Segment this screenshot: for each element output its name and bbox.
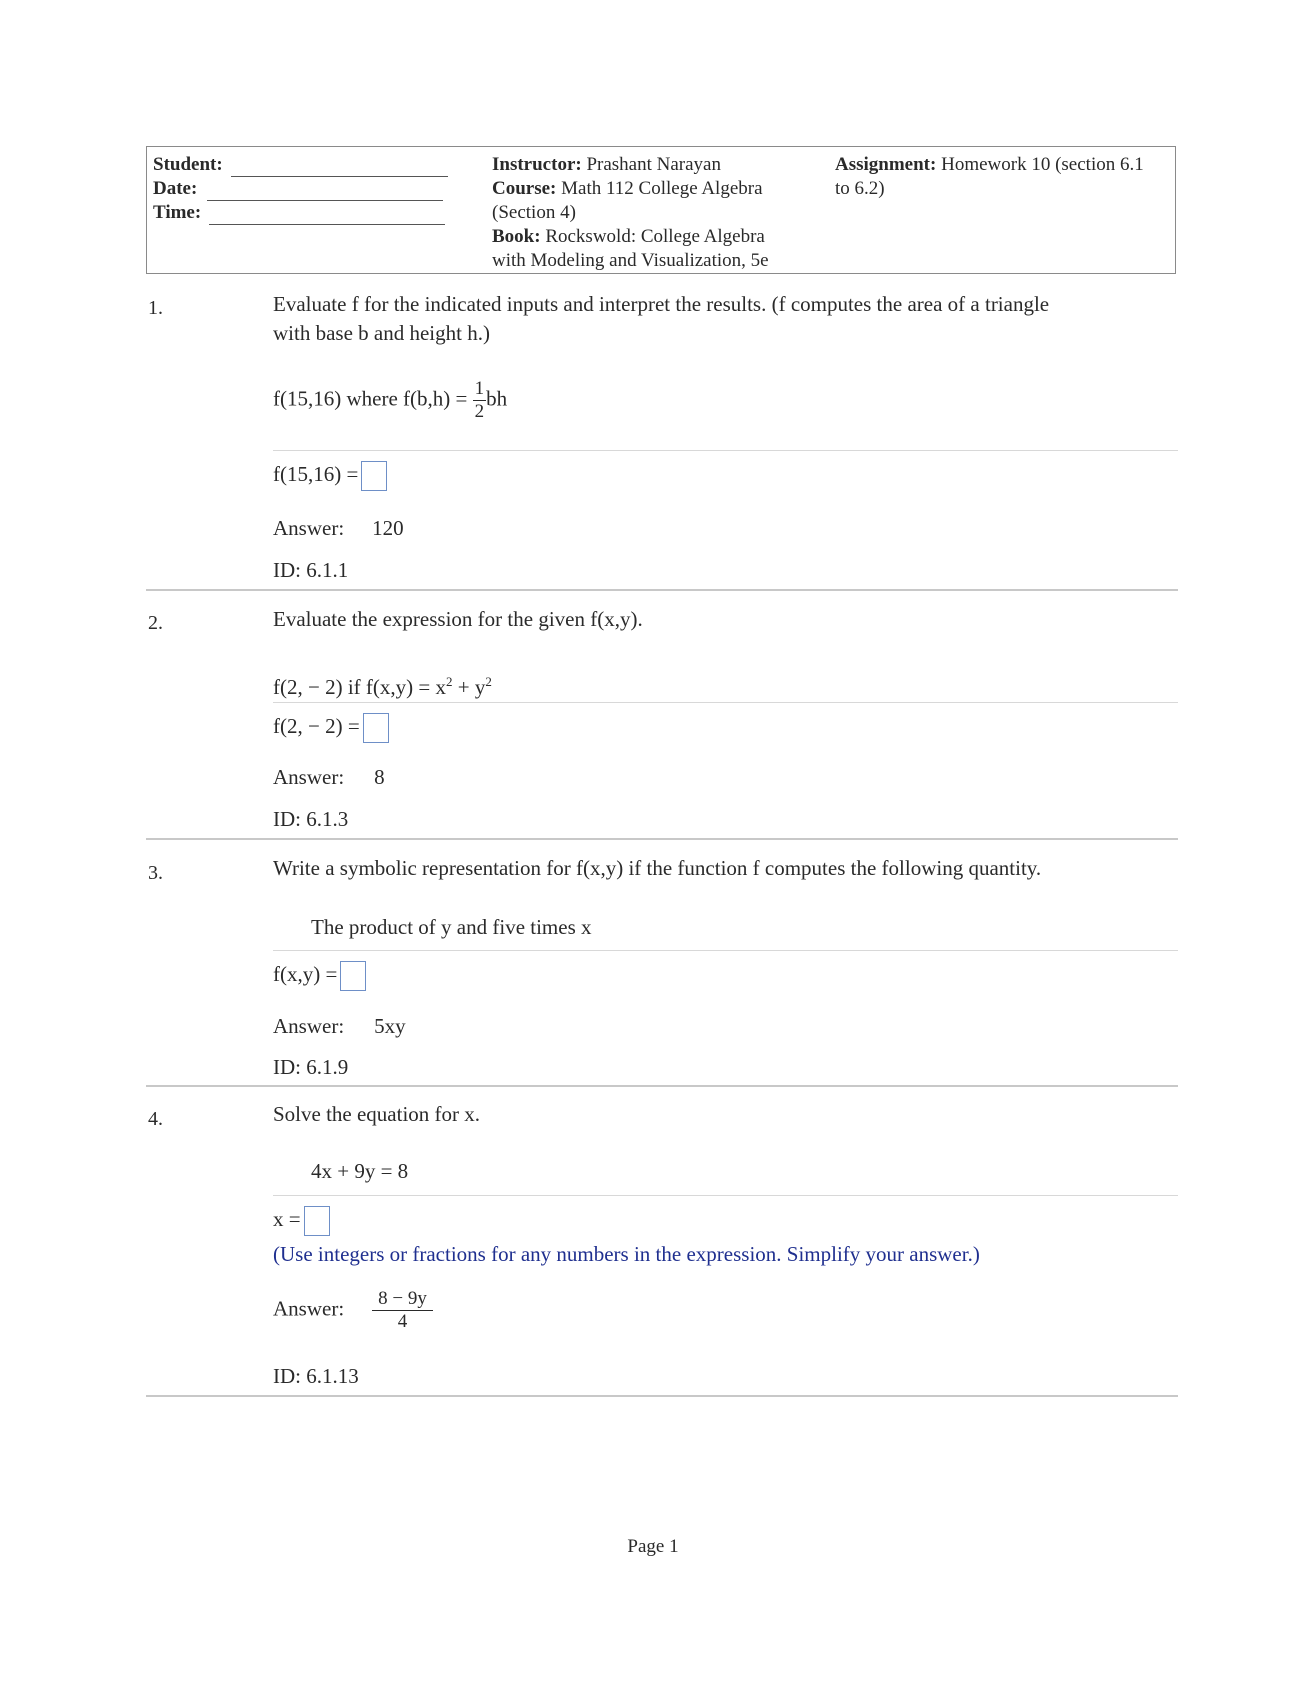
question-2-expression [273,667,492,702]
instructor-value: Prashant Narayan [586,154,721,175]
divider [273,950,1178,951]
question-2-prompt: Evaluate the expression for the given f(x,y). [273,607,643,631]
q2-expr-b: + y [452,675,486,699]
course-value: Math 112 College Algebra [561,178,763,199]
question-1-id: ID: 6.1.1 [273,558,349,582]
divider [273,1195,1178,1196]
q4-answer-box[interactable] [304,1206,330,1236]
q4-answer-fraction [372,1288,433,1333]
assignment-value-cont: to 6.2) [835,178,885,199]
q2-expr-sup1: 2 [445,674,453,689]
question-divider [146,589,1178,591]
question-2-id: ID: 6.1.3 [273,807,349,831]
q4-input-prefix: x = [273,1207,301,1231]
question-3-input-row [273,960,366,991]
question-divider [146,1085,1178,1087]
assignment-info [835,153,1170,201]
course-info [492,153,807,273]
q1-answer-box[interactable] [361,461,387,491]
assignment-label: Assignment: [835,154,937,175]
book-label: Book: [492,226,541,247]
student-label: Student: [153,154,223,175]
q3-answer-value: 5xy [374,1014,406,1038]
q2-input-prefix: f(2, − 2) = [273,714,360,738]
q1-frac-den: 2 [474,401,485,422]
q1-expr-prefix: f(15,16) where f(b,h) = [273,386,473,411]
date-label: Date: [153,178,198,199]
q4-answer-num: 8 − 9y [378,1288,427,1309]
date-field [207,182,443,201]
question-3-prompt: Write a symbolic representation for f(x,y) if the function f computes the following quantity. [273,856,1042,880]
question-2-input-row [273,712,389,743]
question-3-id: ID: 6.1.9 [273,1055,349,1079]
question-1-number: 1. [148,297,163,319]
divider [273,450,1178,451]
q1-input-prefix: f(15,16) = [273,462,359,486]
time-label: Time: [153,202,202,223]
student-info [153,153,453,225]
instructor-label: Instructor: [492,154,582,175]
q1-expr-suffix: bh [486,386,508,411]
course-label: Course: [492,178,557,199]
divider [273,702,1178,703]
page-number: Page 1 [627,1536,679,1557]
question-divider [146,1395,1178,1397]
question-2-answer [273,763,385,792]
q3-answer-label: Answer: [273,1014,345,1038]
course-value-section: (Section 4) [492,202,576,223]
question-4-id: ID: 6.1.13 [273,1364,359,1388]
q3-answer-box[interactable] [340,961,366,991]
question-1-answer [273,514,404,543]
question-4-equation: 4x + 9y = 8 [311,1159,409,1183]
question-divider [146,838,1178,840]
q2-expr-sup2: 2 [485,674,492,689]
question-4-hint: (Use integers or fractions for any numbers in the expression. Simplify your answer.) [273,1242,980,1266]
q1-frac-num: 1 [474,378,485,399]
question-1-expression [273,378,507,423]
question-4-answer [273,1288,433,1333]
question-4-prompt: Solve the equation for x. [273,1102,481,1126]
question-1-prompt: Evaluate f for the indicated inputs and interpret the results. (f computes the area of a triangle [273,292,1050,316]
question-4-input-row [273,1205,330,1236]
question-4-number: 4. [148,1108,163,1130]
question-1-prompt-cont: with base b and height h.) [273,321,490,345]
q2-answer-box[interactable] [363,713,389,743]
assignment-value: Homework 10 (section 6.1 [941,154,1144,175]
q1-answer-value: 120 [372,516,404,540]
assignment-header [146,146,1176,274]
question-3-quantity: The product of y and five times x [311,915,592,939]
book-value: Rockswold: College Algebra [545,226,765,247]
q2-answer-label: Answer: [273,765,345,789]
book-value-edition: with Modeling and Visualization, 5e [492,250,769,271]
time-field [209,206,445,225]
q1-answer-label: Answer: [273,516,345,540]
q4-answer-den: 4 [372,1310,433,1333]
student-field [231,158,448,177]
question-3-answer [273,1012,406,1041]
q2-answer-value: 8 [374,765,385,789]
q3-input-prefix: f(x,y) = [273,962,338,986]
q1-fraction [473,378,487,423]
question-1-input-row [273,460,387,491]
question-3-number: 3. [148,862,163,884]
q2-expr-a: f(2, − 2) if f(x,y) = x [273,675,446,699]
question-2-number: 2. [148,612,163,634]
q4-answer-label: Answer: [273,1296,345,1321]
